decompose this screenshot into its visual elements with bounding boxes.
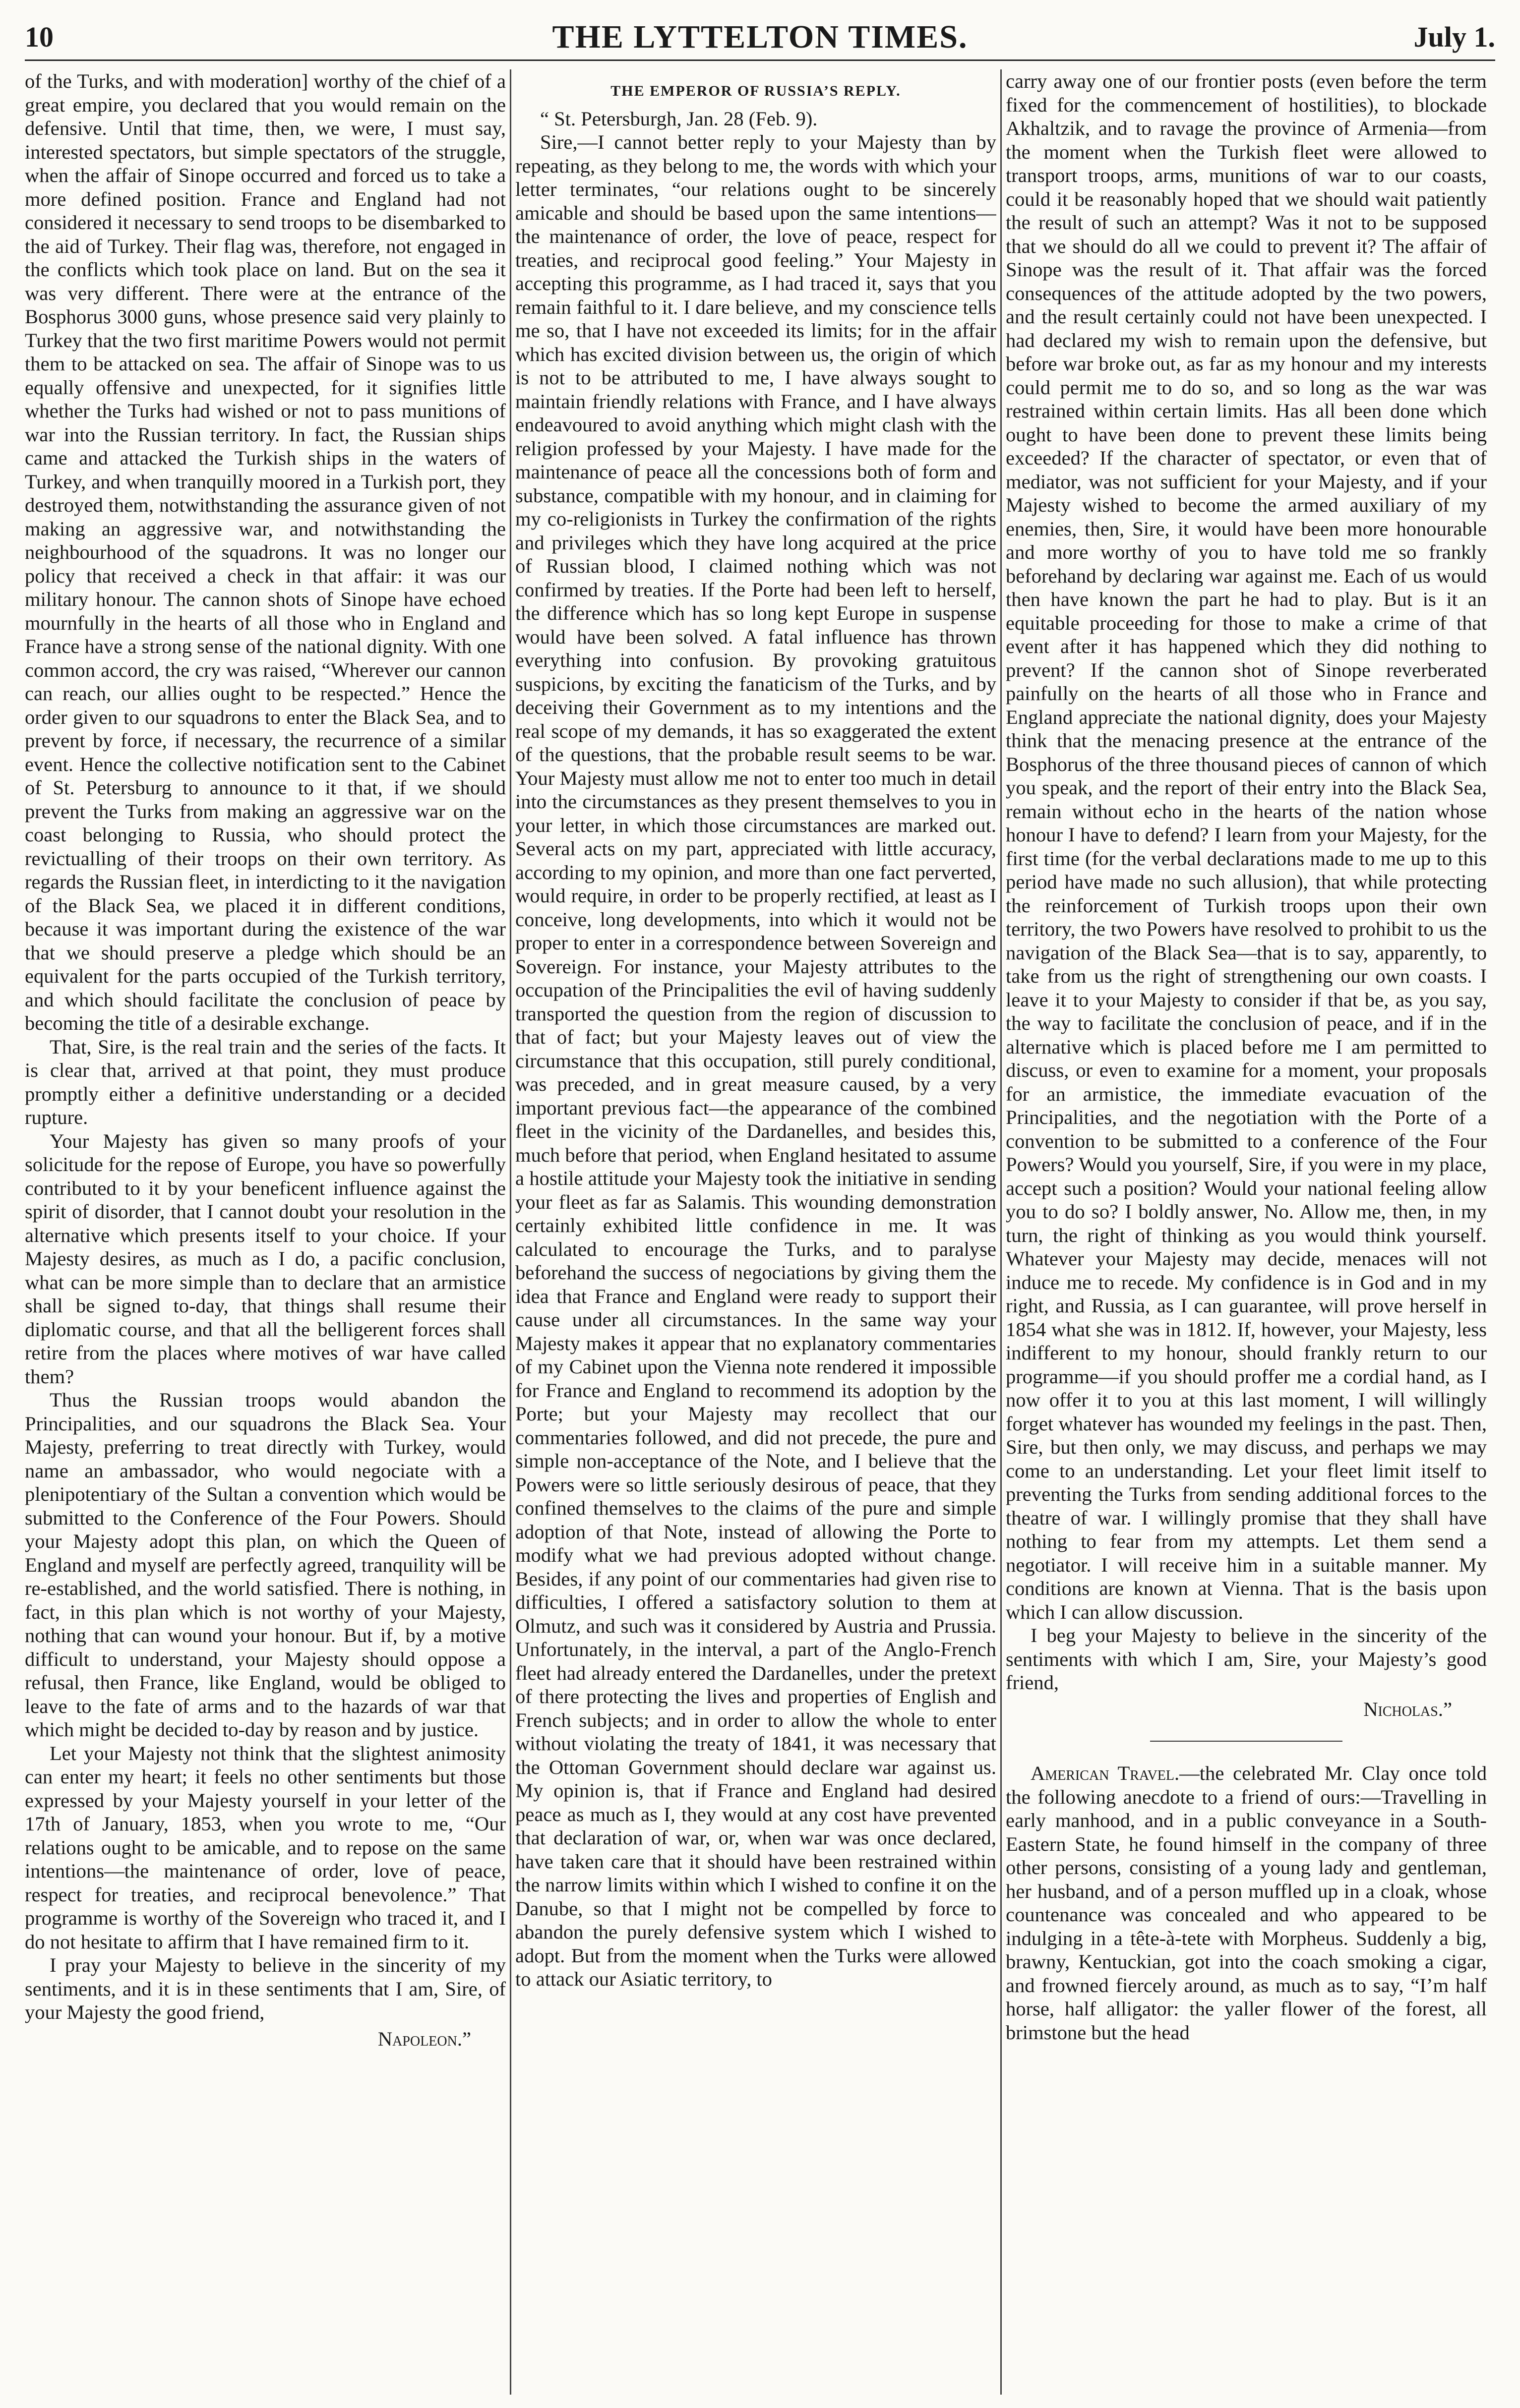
reply-paragraph-1: Sire,—I cannot better reply to your Majesty than by repeating, as they belong to me, the words with which your letter terminates, “our relations ought to be sincerely amicable and should be based upon the same intentions—the maintenance of order, the love of peace, respect for treaties, and reciprocal good feeling.” Your Majesty in accepting this programme, as I had traced it, says that you remain faithful to it. I dare believe, and my conscience tells me so, that I have not exceeded its limits; for in the affair which has excited division between us, the origin of which is not to be attributed to me, I have always sought to maintain friendly relations with France, and I have always endeavoured to avoid anything which might clash with the religion professed by your Majesty. I have made for the maintenance of peace all the concessions both of form and substance, compatible with my honour, and in claiming for my co-religionists in Turkey the confirmation of the rights and privileges which they have long acquired at the price of Russian blood, I claimed nothing which was not confirmed by treaties. If the Porte had been left to herself, the difference which has so long kept Europe in suspense would have been solved. A fatal influence has thrown everything into confusion. By provoking gratuitous suspicions, by exciting the fanaticism of the Turks, and by deceiving their Government as to my intentions and the real scope of my demands, it has so exaggerated the extent of the questions, that the probable result seems to be war. Your Majesty must allow me not to enter too much in detail into the circumstances as they present themselves to you in your letter, in which those circumstances are marked out. Several acts on my part, appreciated with little accuracy, according to my opinion, and more than one fact perverted, would require, in order to be properly rectified, at least as I conceive, long developments, into which it would not be proper to enter in a correspondence between Sovereign and Sovereign. For instance, your Majesty attributes to the occupation of the Principalities the evil of having suddenly transported the question from the region of discussion to that of fact; but your Majesty leaves out of view the circumstance that this occupation, still purely conditional, was preceded, and in great measure caused, by a very important previous fact—the appearance of the combined fleet in the vicinity of the Dardanelles, and besides this, much before that period, when England hesitated to assume a hostile attitude your Majesty took the initiative in sending your fleet as far as Salamis. This wounding demonstration certainly exhibited little confidence in me. It was calculated to encourage the Turks, and to paralyse beforehand the success of negociations by giving them the idea that France and England were ready to support their cause under all circumstances. In the same way your Majesty makes it appear that no explanatory commentaries of my Cabinet upon the Vienna note rendered it impossible for France and England to recommend its adoption by the Porte; but your Majesty may recollect that our commentaries followed, and did not precede, the pure and simple non-acceptance of the Note, and I believe that the Powers were so little seriously desirous of peace, that they confined themselves to the claims of the pure and simple adoption of that Note, instead of allowing the Porte to modify what we had previous adopted without change. Besides, if any point of our commentaries had given rise to difficulties, I offered a satisfactory solution to them at Olmutz, and such was it considered by Austria and Prussia. Unfortunately, in the interval, a part of the Anglo-French fleet had already entered the Dardanelles, under the pretext of there protecting the lives and properties of English and French subjects; and in order to allow the whole to enter without violating the treaty of 1841, it was necessary that the Ottoman Government should declare war against us. My opinion is, that if France and England had desired peace as much as I, they would at any cost have prevented that declaration of war, or, when war was once declared, have taken care that it should have been restrained within the narrow limits within which I wished to confine it on the Danube, so that I might not be compelled by force to abandon the purely defensive system which I wished to adopt. But from the moment when the Turks were allowed to attack our Asiatic territory, to (515, 131, 996, 1990)
issue-date: July 1. (1413, 21, 1495, 53)
column-rule (1000, 69, 1002, 2395)
american-travel-text: —the celebrated Mr. Clay once told the following anecdote to a friend of ours:—Travelling in early manhood, and in a public conveyance in a South-Eastern State, he found himself in the company of three other persons, consisting of a young lady and gentleman, her husband, and of a person muffled up in a cloak, whose countenance was concealed and who appeared to be indulging in a tête-à-tete with Morpheus. Suddenly a big, brawny, Kentuckian, got into the coach smoking a cigar, and frowned fiercely around, as much as to say, “I’m half horse, half alligator: the yaller flower of the forest, all brimstone but the head (1006, 1762, 1487, 2044)
reply-dateline: “ St. Petersburgh, Jan. 28 (Feb. 9). (540, 107, 818, 130)
napoleon-signature: Napoleon.” (377, 2027, 471, 2050)
newspaper-title: THE LYTTELTON TIMES. (552, 19, 968, 55)
column-rule (510, 69, 511, 2395)
nicholas-signature: Nicholas.” (1363, 1698, 1452, 1720)
article-divider (1150, 1741, 1342, 1742)
napoleon-letter-paragraph-4: Thus the Russian troops would abandon the Principalities, and our squadrons the Black Sea. Your Majesty, preferring to treat directly with Turkey, would name an ambassador, who would negociate with a plenipotentiary of the Sultan a convention which would be submitted to the Conference of the Four Powers. Should your Majesty adopt this plan, on which the Queen of England and myself are perfectly agreed, tranquility will be re-established, and the world satisfied. There is nothing, in fact, in this plan which is not worthy of your Majesty, nothing that can wound your honour. But if, by a motive difficult to understand, your Majesty should oppose a refusal, then France, like England, would be obliged to leave to the fate of arms and to the hazards of war that which might be decided to-day by reason and by justice. (25, 1389, 506, 1741)
napoleon-letter-paragraph-2: That, Sire, is the real train and the series of the facts. It is clear that, arrived at that point, they must produce promptly either a definitive understanding or a decided rupture. (25, 1035, 506, 1128)
column-3 (1006, 69, 1487, 2395)
napoleon-letter-paragraph-6: I pray your Majesty to believe in the sincerity of my sentiments, and it is in these sentiments that I am, Sire, of your Majesty the good friend, (25, 1954, 506, 2023)
article-columns (25, 69, 1495, 2398)
column-2 (515, 69, 996, 2395)
masthead (25, 15, 1495, 61)
american-travel-title: American Travel. (1031, 1762, 1180, 1784)
napoleon-letter-paragraph-3: Your Majesty has given so many proofs of your solicitude for the repose of Europe, you have so powerfully contributed to it by your beneficent influence against the spirit of disorder, that I cannot doubt your resolution in the alternative which presents itself to your choice. If your Majesty desires, as much as I do, a pacific conclusion, what can be more simple than to declare that an armistice shall be signed to-day, that things shall resume their diplomatic course, and that all the belligerent forces shall retire from the places where motives of war have called them? (25, 1129, 506, 1388)
napoleon-letter-paragraph-5: Let your Majesty not think that the slightest animosity can enter my heart; it feels no other sentiments but those expressed by your Majesty yourself in your letter of the 17th of January, 1853, when you wrote to me, “Our relations ought to be amicable, and to repose on the same intentions—the maintenance of order, love of peace, respect for treaties, and reciprocal benevolence.” That programme is worthy of the Sovereign who traced it, and I do not hesitate to affirm that I have remained firm to it. (25, 1742, 506, 1953)
reply-continued-paragraph: carry away one of our frontier posts (even before the term fixed for the commencement of hostilities), to blockade Akhaltzik, and to ravage the province of Armenia—from the moment when the Turkish fleet were allowed to transport troops, arms, munitions of war to our coasts, could it be reasonably hoped that we should wait patiently the result of such an attempt? Was it not to be supposed that we should do all we could to prevent it? The affair of Sinope was the result of it. That affair was the forced consequences of the attitude adopted by the two powers, and the result certainly could not have been unexpected. I had declared my wish to remain upon the defensive, but before war broke out, as far as my honour and my interests could permit me to do so, and so long as the war was restrained within certain limits. Has all been done which ought to have been done to prevent these limits being exceeded? If the character of spectator, or even that of mediator, was not sufficient for your Majesty, and if your Majesty wished to become the armed auxiliary of my enemies, then, Sire, it would have been more honourable and more worthy of you to have told me so frankly beforehand by declaring war against me. Each of us would then have known the part he had to play. But is it an equitable proceeding for those to make a crime of that event after it has happened which they did nothing to prevent? If the cannon shot of Sinope reverberated painfully on the hearts of all those who in France and England appreciate the national dignity, does your Majesty think that the menacing presence at the entrance of the Bosphorus of the three thousand pieces of cannon of which you speak, and the report of their entry into the Black Sea, remain without echo in the hearts of the nation whose honour I have to defend? I learn from your Majesty, for the first time (for the verbal declarations made to me up to this period have made no such allusion), that while protecting the reinforcement of Turkish troops upon their own territory, the two Powers have resolved to prohibit to us the navigation of the Black Sea—that is to say, apparently, to take from us the right of strengthening our own coasts. I leave it to your Majesty to consider if that be, as you say, the way to facilitate the conclusion of peace, and if in the alternative which is placed before me I am permitted to discuss, or even to examine for a moment, your proposals for an armistice, the immediate evacuation of the Principalities, and the negotiation with the Porte of a convention to be submitted to a conference of the Four Powers? Would you yourself, Sire, if you were in my place, accept such a position? Would your national feeling allow you to do so? I boldly answer, No. Allow me, then, in my turn, the right of thinking as you would think yourself. Whatever your Majesty may decide, menaces will not induce me to recede. My confidence is in God and in my right, and Russia, as I can guarantee, will prove herself in 1854 what she was in 1812. If, however, your Majesty, less indifferent to my honour, should frankly return to our programme—if you should proffer me a cordial hand, as I now offer it to you at this last moment, I will willingly forget whatever has wounded my feelings in the past. Then, Sire, but then only, we may discuss, and perhaps we may come to an understanding. Let your fleet limit itself to preventing the Turks from sending additional forces to the theatre of war. I willingly promise that they shall have nothing to fear from my attempts. Let them send a negotiator. I will receive him in a suitable manner. My conditions are known at Vienna. That is the basis upon which I can allow discussion. (1006, 70, 1487, 1623)
column-1 (25, 69, 506, 2395)
american-travel-paragraph (1006, 1762, 1487, 2044)
page-number: 10 (25, 21, 54, 53)
reply-closing-paragraph: I beg your Majesty to believe in the sincerity of the sentiments with which I am, Sire, your Majesty’s good friend, (1006, 1624, 1487, 1694)
reply-heading: THE EMPEROR OF RUSSIA’S REPLY. (610, 83, 901, 99)
napoleon-letter-paragraph-1: of the Turks, and with moderation] worthy of the chief of a great empire, you declared that you would remain on the defensive. Until that time, then, we were, I must say, interested spectators, but simple spectators of the struggle, when the affair of Sinope occurred and forced us to take a more defined position. France and England had not considered it necessary to send troops to be disembarked to the aid of Turkey. Their flag was, therefore, not engaged in the conflicts which took place on land. But on the sea it was very different. There were at the entrance of the Bosphorus 3000 guns, whose presence said very plainly to Turkey that the two first maritime Powers would not permit them to be attacked on sea. The affair of Sinope was to us equally offensive and unexpected, for it signifies little whether the Turks had wished or not to pass munitions of war into the Russian territory. In fact, the Russian ships came and attacked the Turkish ships in the waters of Turkey, and when tranquilly moored in a Turkish port, they destroyed them, notwithstanding the assurance given of not making an aggressive war, and notwithstanding the neighbourhood of the squadrons. It was no longer our policy that received a check in that affair: it was our military honour. The cannon shots of Sinope have echoed mournfully in the hearts of all those who in England and France have a strong sense of the national dignity. With one common accord, the cry was raised, “Wherever our cannon can reach, our allies ought to be respected.” Hence the order given to our squadrons to enter the Black Sea, and to prevent by force, if necessary, the recurrence of a similar event. Hence the collective notification sent to the Cabinet of St. Petersburg to announce to it that, if we should prevent the Turks from making an aggressive war on the coast belonging to Russia, who should protect the revictualling of their troops on their own territory. As regards the Russian fleet, in interdicting to it the navigation of the Black Sea, we placed it in different conditions, because it was important during the existence of the war that we should preserve a pledge which should be an equivalent for the parts occupied of the Turkish territory, and which should facilitate the conclusion of peace by becoming the title of a desirable exchange. (25, 70, 506, 1034)
